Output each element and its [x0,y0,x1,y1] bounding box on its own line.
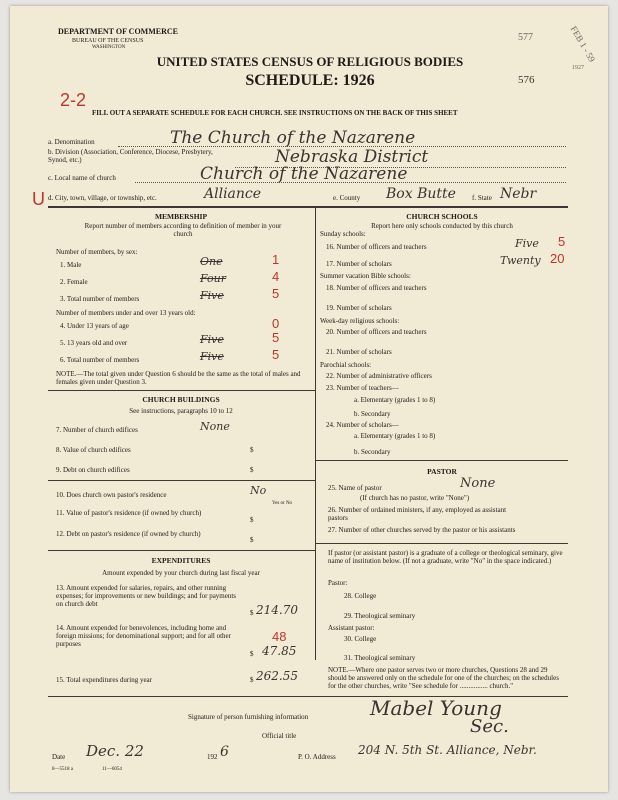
stamp-year: 1927 [572,65,584,71]
q14-label: 14. Amount expended for benevolences, including home and foreign missions; for denominational support; and for all other purposes [56,624,231,648]
q16-value: Five [515,237,539,250]
q15-label: 15. Total expenditures during year [56,676,152,684]
q17-red: 20 [550,251,565,266]
schedule-number: 576 [518,74,535,86]
buildings-heading: CHURCH BUILDINGS [142,395,220,404]
q14-red: 48 [272,629,287,644]
q19-label: 19. Number of scholars [326,304,392,312]
q26-label: 26. Number of ordained ministers, if any, employed as assistant pastors [328,506,507,522]
county-label: e. County [333,194,361,202]
q10-label: 10. Does church own pastor's residence [56,491,167,499]
weekday-label: Week-day religious schools: [320,317,400,325]
city-label: WASHINGTON [92,45,126,50]
local-name-label: c. Local name of church [48,174,116,182]
census-schedule-paper [10,6,608,792]
membership-note: NOTE.—The total given under Question 6 should be the same as the total of males and females given under Question 3. [56,370,301,386]
local-name-value: Church of the Nazarene [200,164,408,184]
q27-label: 27. Number of other churches served by the pastor or his assistants [328,526,516,534]
q23a-label: a. Elementary (grades 1 to 8) [354,396,436,404]
margin-mark: U [32,189,45,209]
q2-red: 4 [272,269,280,284]
instruction-line: FILL OUT A SEPARATE SCHEDULE FOR EACH CHURCH. SEE INSTRUCTIONS ON THE BACK OF THIS SHEET [92,109,458,117]
q8-label: 8. Value of church edifices [56,446,131,454]
q17-label: 17. Number of scholars [326,260,392,268]
sunday-label: Sunday schools: [320,230,366,238]
table-top-rule [48,206,568,208]
summer-label: Summer vacation Bible schools: [320,272,411,280]
membership-sub: Report number of members according to definition of member in your church [84,222,282,238]
q2-label: 2. Female [60,278,88,286]
signature-value: Mabel Young [370,696,502,720]
q28-label: 28. College [344,592,377,600]
column-divider [315,206,316,660]
q5-value: Five [200,333,224,346]
buildings-rule-2 [48,550,315,551]
q15-dollar: $ [250,676,254,684]
county-value: Box Butte [386,186,456,202]
q23-label: 23. Number of teachers— [326,384,399,392]
buildings-sub: See instructions, paragraphs 10 to 12 [129,407,233,415]
by-age-label: Number of members under and over 13 years old: [56,309,196,317]
q6-value: Five [200,350,224,363]
q29-label: 29. Theological seminary [344,612,416,620]
q3-red: 5 [272,286,280,301]
q25-hint: (If church has no pastor, write "None") [360,494,470,502]
buildings-rule-1 [48,480,315,481]
q12-dollar: $ [250,536,254,544]
q11-dollar: $ [250,516,254,524]
stamp-date: FEB 1 - 59 [568,24,598,64]
q12-label: 12. Debt on pastor's residence (if owned by church) [56,530,201,538]
form-title: UNITED STATES CENSUS OF RELIGIOUS BODIES [156,54,464,69]
q17-value: Twenty [500,254,541,267]
q16-label: 16. Number of officers and teachers [326,243,427,251]
q23b-label: b. Secondary [354,410,391,418]
q25-value: None [460,476,496,491]
form-code-2: 11—6054 [102,767,122,772]
q22-label: 22. Number of administrative officers [326,372,432,380]
state-value: Nebr [500,186,537,202]
city-town-value: Alliance [204,186,262,202]
official-title-label: Official title [262,732,297,740]
q2-value: Four [200,272,226,285]
schools-rule [315,460,568,461]
q1-label: 1. Male [60,261,82,269]
q24-label: 24. Number of scholars— [326,421,399,429]
pastor-rule [315,543,568,544]
graduate-note: If pastor (or assistant pastor) is a graduate of a college or theological seminary, give name of institution below. (If not a graduate, write "No" in the space indicated.) [328,549,563,565]
denomination-value: The Church of the Nazarene [170,128,416,148]
schools-heading: CHURCH SCHOOLS [406,212,478,221]
q9-dollar: $ [250,466,254,474]
q5-red: 5 [272,330,280,345]
date-value: Dec. 22 [86,742,144,760]
q3-value: Five [200,289,224,302]
city-town-label: d. City, town, village, or township, etc. [48,194,157,202]
form-code: 8—5518 a [52,767,73,772]
expenditures-sub: Amount expended by your church during last fiscal year [102,569,260,577]
q8-dollar: $ [250,446,254,454]
q31-label: 31. Theological seminary [344,654,416,662]
pastor-note: NOTE.—Where one pastor serves two or more churches, Questions 28 and 29 should be answered only on the schedule for one of the churches; on the schedules for the other churches, write "See schedule for ................ church." [328,666,559,690]
q1-value: One [200,255,223,268]
q11-label: 11. Value of pastor's residence (if owned by church) [56,509,202,517]
q10-hint: Yes or No [272,501,293,506]
q15-value: 262.55 [256,669,298,683]
q3-label: 3. Total number of members [60,295,140,303]
po-address-label: P. O. Address [298,753,336,761]
division-value: Nebraska District [275,147,429,167]
schedule-title: SCHEDULE: 1926 [245,72,375,89]
assistant-sub-label: Assistant pastor: [328,624,375,632]
q24b-label: b. Secondary [354,448,391,456]
q14-value: 47.85 [262,644,297,658]
expenditures-heading: EXPENDITURES [151,556,211,565]
q9-label: 9. Debt on church edifices [56,466,130,474]
pastor-sub-label: Pastor: [328,579,348,587]
q24a-label: a. Elementary (grades 1 to 8) [354,432,436,440]
parochial-label: Parochial schools: [320,361,372,369]
q1-red: 1 [272,252,280,267]
q18-label: 18. Number of officers and teachers [326,284,427,292]
q10-value: No [250,484,267,497]
q5-label: 5. 13 years old and over [60,339,128,347]
pastor-heading: PASTOR [427,467,457,476]
membership-heading: MEMBERSHIP [154,212,208,221]
q13-dollar: $ [250,609,254,617]
q14-dollar: $ [250,650,254,658]
year-value: 6 [220,744,229,760]
dept-label: DEPARTMENT OF COMMERCE [58,27,179,36]
year-prefix: 192 [207,753,218,761]
q30-label: 30. College [344,635,377,643]
schools-sub: Report here only schools conducted by this church [371,222,513,230]
q13-value: 214.70 [256,603,298,617]
date-label: Date [52,753,66,761]
official-title-value: Sec. [470,716,509,737]
q7-label: 7. Number of church edifices [56,426,138,434]
po-address-value: 204 N. 5th St. Alliance, Nebr. [358,743,537,757]
q6-red: 5 [272,347,280,362]
hand-code: 2-2 [60,90,87,110]
signature-label: Signature of person furnishing information [188,713,309,721]
bureau-label: BUREAU OF THE CENSUS [72,38,144,44]
q6-label: 6. Total number of members [60,356,140,364]
by-sex-label: Number of members, by sex: [56,248,138,256]
state-label: f. State [472,194,492,202]
stamp-number: 577 [518,32,533,43]
q21-label: 21. Number of scholars [326,348,392,356]
q20-label: 20. Number of officers and teachers [326,328,427,336]
membership-rule [48,390,315,391]
division-label: b. Division (Association, Conference, Diocese, Presbytery, Synod, etc.) [48,148,213,164]
denomination-label: a. Denomination [48,138,95,146]
q4-red: 0 [272,316,280,331]
q25-label: 25. Name of pastor [328,484,382,492]
q4-label: 4. Under 13 years of age [60,322,129,330]
q13-label: 13. Amount expended for salaries, repairs, and other running expenses; for improvements or new buildings; and for payments on church debt [56,584,237,608]
q7-value: None [200,420,230,433]
q16-red: 5 [558,234,566,249]
